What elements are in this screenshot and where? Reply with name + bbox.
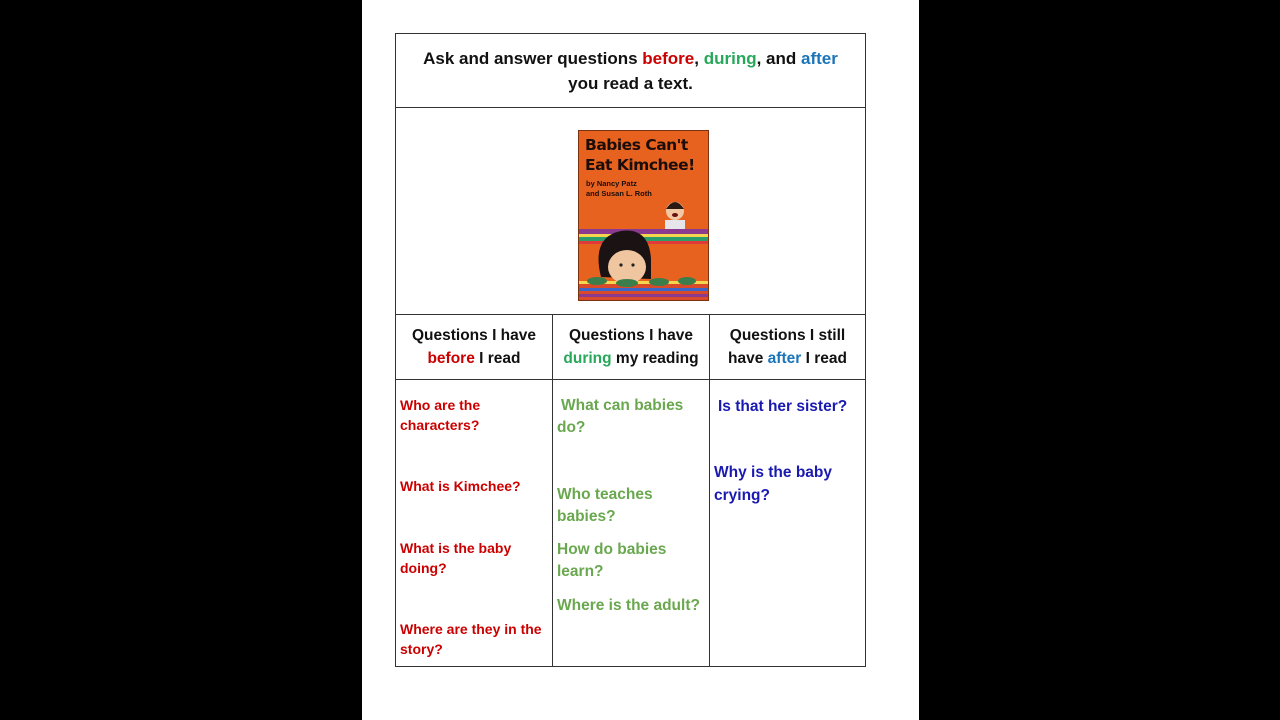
- during-header-highlight: during: [563, 350, 612, 367]
- before-questions-cell: [395, 379, 553, 667]
- after-header-prefix: have: [728, 350, 768, 367]
- book-cover-cell: [395, 107, 866, 315]
- cover-title-line2: Eat Kimchee!: [585, 156, 695, 174]
- during-column-header: [552, 314, 710, 380]
- list-item: Is that her sister?: [718, 398, 848, 415]
- list-item: Where are they in the story?: [400, 621, 542, 657]
- before-header-line1: Questions I have: [411, 327, 537, 344]
- before-header-rest: I read: [474, 350, 521, 367]
- cover-byline1: by Nancy Patz: [586, 179, 637, 188]
- list-item: What is Kimchee?: [400, 478, 521, 494]
- document-page: [362, 0, 919, 720]
- after-header-line1: Questions I still: [729, 327, 846, 344]
- list-item: Who are the characters?: [400, 397, 481, 433]
- during-header-line1: Questions I have: [568, 327, 694, 344]
- cover-title: [585, 135, 695, 175]
- after-header-rest: I read: [801, 350, 847, 367]
- cover-byline: [586, 179, 652, 199]
- before-header-highlight: before: [427, 350, 475, 367]
- list-item: Who teaches babies?: [557, 486, 653, 525]
- during-questions-cell: [552, 379, 710, 667]
- after-questions-cell: [709, 379, 866, 667]
- book-cover-image: [578, 130, 709, 301]
- heading-cell: [395, 33, 866, 108]
- after-header-highlight: after: [767, 350, 802, 367]
- heading-sep2: , and: [756, 48, 802, 68]
- list-item: Where is the adult?: [557, 597, 700, 614]
- list-item: What is the baby doing?: [400, 540, 512, 576]
- cover-title-line1: Babies Can't: [585, 136, 688, 154]
- heading-during: during: [703, 48, 757, 68]
- heading-before: before: [642, 48, 695, 68]
- during-header-rest: my reading: [611, 350, 699, 367]
- heading-after: after: [801, 48, 838, 68]
- before-column-header: [395, 314, 553, 380]
- heading-line2: you read a text.: [568, 73, 693, 93]
- after-column-header: [709, 314, 866, 380]
- list-item: What can babies do?: [557, 397, 684, 436]
- list-item: Why is the baby crying?: [714, 464, 832, 504]
- heading-sep1: ,: [694, 48, 704, 68]
- heading-part1: Ask and answer questions: [423, 48, 643, 68]
- cover-byline2: and Susan L. Roth: [586, 189, 652, 198]
- heading-text: [423, 46, 838, 96]
- list-item: How do babies learn?: [557, 541, 667, 580]
